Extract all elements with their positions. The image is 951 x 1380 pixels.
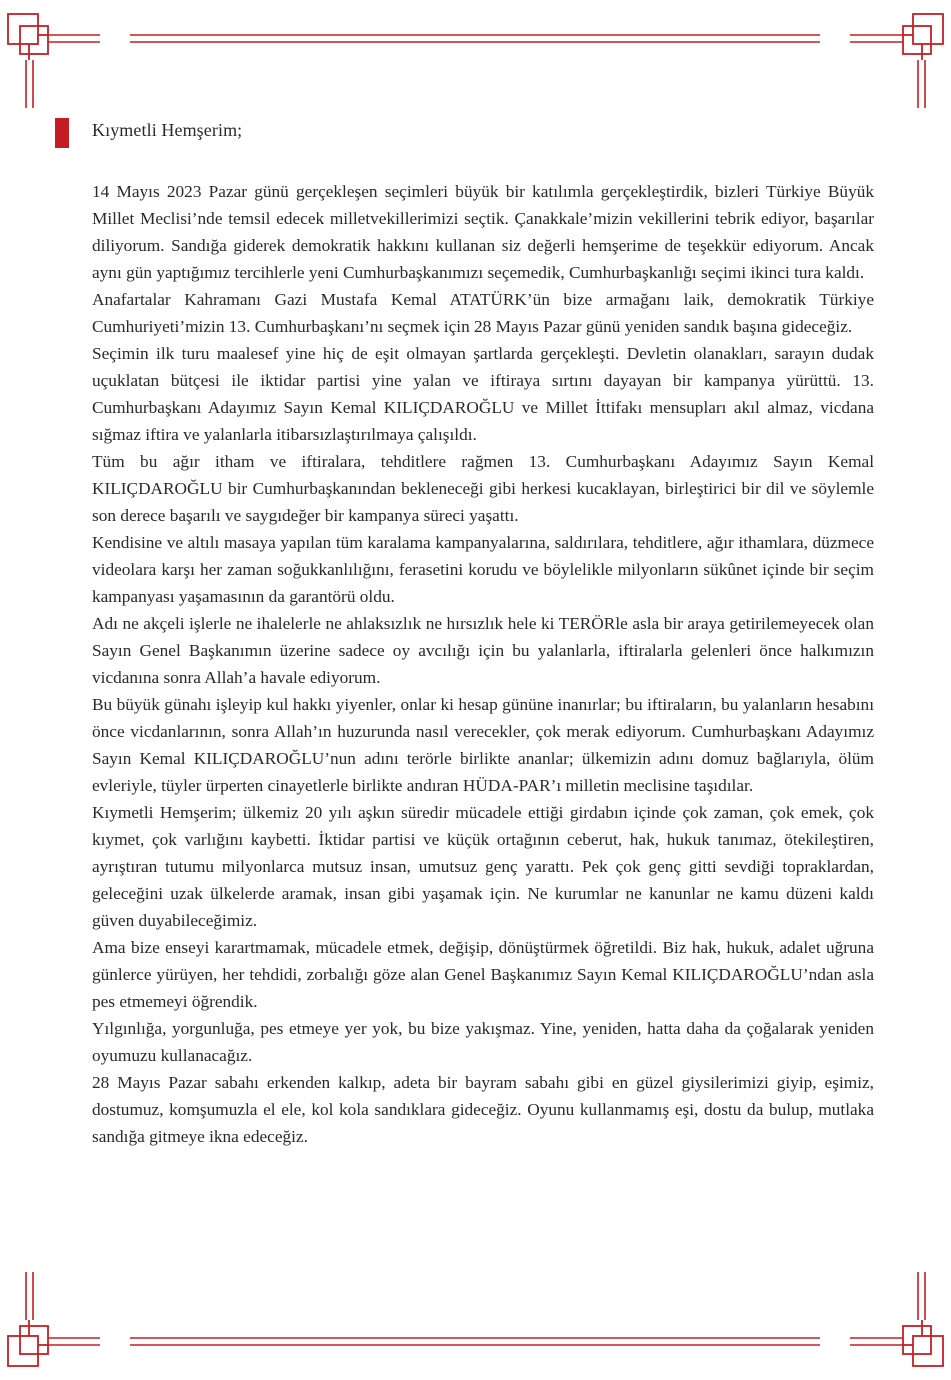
paragraph: Adı ne akçeli işlerle ne ihalelerle ne ahlaksızlık ne hırsızlık hele ki TERÖRle asla bir araya getirilemeyecek olan Sayın Genel Başkanımın üzerine sadece oy avcılığı için bu yalanlarla, iftiralarla gelenleri önce halkımızın vicdanına sonra Allah’a havale ediyorum. [92, 614, 874, 687]
corner-ornament-top-left [8, 14, 48, 60]
paragraph: Kıymetli Hemşerim; ülkemiz 20 yılı aşkın süredir mücadele ettiği girdabın içinde çok zaman, çok emek, çok kıymet, çok varlığını kaybetti. İktidar partisi ve küçük ortağının ceberut, hak, hukuk tanımaz, ötekileştiren, ayrıştıran tutumu milyonlarca mutsuz insan, umutsuz genç yarattı. Pek çok genç gitti sevdiği topraklardan, geleceğini uzak ülkelerde aramak, insan gibi yaşamak için. Ne kurumlar ne kanunlar ne kamu düzeni kaldı güven duyabileceğimiz. [92, 803, 874, 930]
salutation: Kıymetli Hemşerim; [92, 120, 243, 140]
corner-ornament-top-right [903, 14, 943, 60]
letter-body [92, 178, 874, 1150]
top-rule [48, 35, 903, 42]
left-rule [26, 60, 33, 1320]
paragraph: Ama bize enseyi karartmamak, mücadele etmek, değişip, dönüştürmek öğretildi. Biz hak, hukuk, adalet uğruna günlerce yürüyen, her tehdidi, zorbalığı göze alan Genel Başkanımız Sayın Kemal KILIÇDAROĞLU’ndan asla pes etmemeyi öğrendik. [92, 938, 874, 1011]
corner-ornament-bottom-left [8, 1320, 48, 1366]
paragraph: Anafartalar Kahramanı Gazi Mustafa Kemal ATATÜRK’ün bize armağanı laik, demokratik Türkiye Cumhuriyeti’mizin 13. Cumhurbaşkanı’nı seçmek için 28 Mayıs Pazar günü yeniden sandık başına gideceğiz. [92, 290, 874, 336]
paragraph: Yılgınlığa, yorgunluğa, pes etmeye yer yok, bu bize yakışmaz. Yine, yeniden, hatta daha da çoğalarak yeniden oyumuzu kullanacağız. [92, 1019, 874, 1065]
paragraph: 28 Mayıs Pazar sabahı erkenden kalkıp, adeta bir bayram sabahı gibi en güzel giysilerimizi giyip, eşimiz, dostumuz, komşumuzla el ele, kol kola sandıklara gideceğiz. Oyunu kullanmamış eşi, dostu da bulup, mutlaka sandığa gitmeye ikna edeceğiz. [92, 1073, 874, 1146]
bottom-rule [48, 1338, 903, 1345]
paragraph: Seçimin ilk turu maalesef yine hiç de eşit olmayan şartlarda gerçekleşti. Devletin olanakları, sarayın dudak uçuklatan bütçesi ile iktidar partisi yine yalan ve iftiraya sırtını dayayan bir kampanya yürüttü. 13. Cumhurbaşkanı Adayımız Sayın Kemal KILIÇDAROĞLU ve Millet İttifakı mensupları akıl almaz, vicdana sığmaz iftira ve yalanlarla itibarsızlaştırılmaya çalışıldı. [92, 344, 874, 444]
paragraph: Tüm bu ağır itham ve iftiralara, tehditlere rağmen 13. Cumhurbaşkanı Adayımız Sayın Kemal KILIÇDAROĞLU bir Cumhurbaşkanından bekleneceği gibi herkesi kucaklayan, birleştirici bir dil ve söylemle son derece başarılı ve saygıdeğer bir kampanya süreci yaşattı. [92, 452, 874, 525]
corner-ornament-bottom-right [903, 1320, 943, 1366]
accent-bar [55, 118, 69, 148]
paragraph: Kendisine ve altılı masaya yapılan tüm karalama kampanyalarına, saldırılara, tehditlere, ağır ithamlara, düzmece videolara karşı her zaman soğukkanlılığını, ferasetini korudu ve böylelikle milyonların sükûnet içinde bir seçim kampanyası yaşamasının da garantörü oldu. [92, 533, 874, 606]
paragraph: 14 Mayıs 2023 Pazar günü gerçekleşen seçimleri büyük bir katılımla gerçekleştirdik, bizleri Türkiye Büyük Millet Meclisi’nde temsil edecek milletvekillerimizi seçtik. Çanakkale’mizin vekillerini tebrik ediyor, başarılar diliyorum. Sandığa giderek demokratik hakkını kullanan siz değerli hemşerime de teşekkür ediyorum. Ancak aynı gün yaptığımız tercihlerle yeni Cumhurbaşkanımızı seçemedik, Cumhurbaşkanlığı seçimi ikinci tura kaldı. [92, 182, 874, 282]
paragraph: Bu büyük günahı işleyip kul hakkı yiyenler, onlar ki hesap gününe inanırlar; bu iftiraların, bu yalanların hesabını önce vicdanlarının, sonra Allah’ın huzurunda nasıl verecekler, çok merak ediyorum. Cumhurbaşkanı Adayımız Sayın Kemal KILIÇDAROĞLU’nun adını terörle birlikte ananlar; ülkemizin adını domuz bağlarıyla, ölüm evleriyle, tüyler ürperten cinayetlerle birlikte andıran HÜDA-PAR’ı milletin meclisine taşıdılar. [92, 695, 874, 795]
right-rule [918, 60, 925, 1320]
